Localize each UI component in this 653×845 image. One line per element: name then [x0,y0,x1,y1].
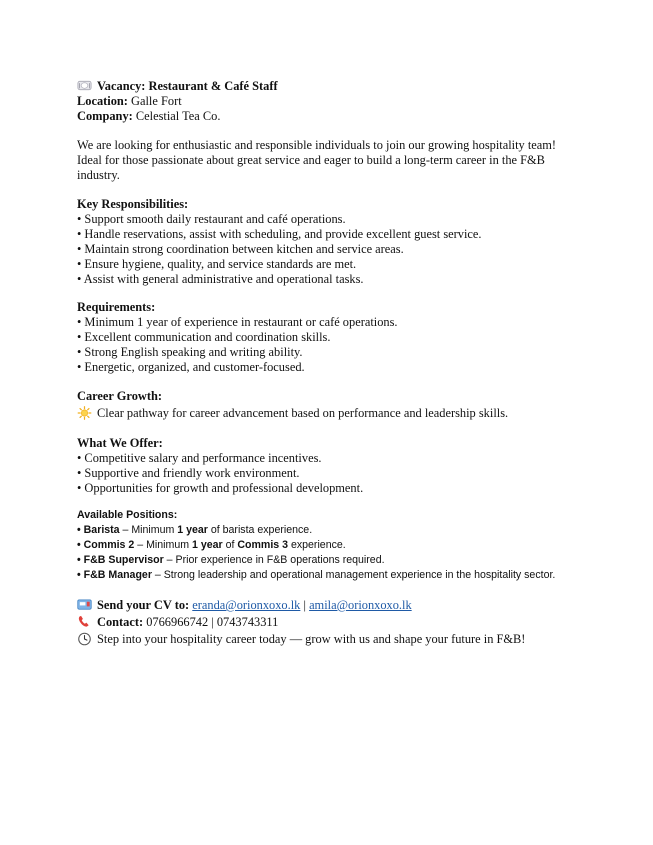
phone-icon [77,615,92,628]
list-item: • Opportunities for growth and professional development. [77,480,364,495]
location-line [77,94,617,109]
list-item: • Assist with general administrative and operational tasks. [77,271,364,286]
position-text: – Prior experience in F&B operations required. [163,554,385,566]
list-item: • Energetic, organized, and customer-focused. [77,359,305,374]
bullet: • [77,569,84,581]
career-growth-line [77,406,617,421]
list-item: • Support smooth daily restaurant and café operations. [77,211,346,226]
email-separator: | [300,598,310,612]
position-name: Barista [83,524,120,536]
location-value: Galle Fort [131,93,182,108]
list-item: • Handle reservations, assist with scheduling, and provide excellent guest service. [77,226,482,241]
position-name: Commis 2 [83,539,135,551]
contact-section [77,597,617,648]
position-level: Commis 3 [237,539,288,551]
plate-icon [77,79,92,92]
bullet: • [77,539,84,551]
position-text: – Minimum [134,539,192,551]
vacancy-label: Vacancy: [97,79,146,93]
list-item: • Competitive salary and performance incentives. [77,450,322,465]
list-item: • Ensure hygiene, quality, and service standards are met. [77,256,357,271]
sun-icon [77,406,92,420]
position-name: F&B Manager [83,569,152,581]
position-text: – Minimum [119,524,178,536]
closing-text: Step into your hospitality career today — grow with us and shape your future in F&B! [97,632,526,646]
positions-heading: Available Positions: [77,509,178,521]
cv-line [77,597,617,614]
email-link-amila[interactable]: amila@orionxoxo.lk [309,598,412,612]
list-item: • Minimum 1 year of experience in restaurant or café operations. [77,314,398,329]
career-growth-text: Clear pathway for career advancement based on performance and leadership skills. [97,405,509,420]
position-supervisor [77,553,637,568]
position-name: F&B Supervisor [83,554,164,566]
position-text: – Strong leadership and operational management experience in the hospitality sector. [151,569,556,581]
contact-label: Contact: [97,615,144,629]
phone-numbers: 0766966742 | 0743743311 [146,615,279,629]
bullet: • [77,524,84,536]
position-text: experience. [288,539,346,551]
mailbox-icon [77,598,92,611]
list-item: • Excellent communication and coordination skills. [77,329,331,344]
responsibilities-heading: Key Responsibilities: [77,197,189,211]
positions-section [77,508,637,583]
bullet: • [77,554,84,566]
requirements-section [77,300,617,375]
responsibilities-section [77,197,617,286]
vacancy-title-line [77,79,617,94]
career-growth-heading: Career Growth: [77,389,162,403]
position-years: 1 year [177,524,208,536]
career-growth-section [77,389,617,421]
company-label: Company: [77,108,133,123]
company-line [77,109,617,124]
intro-paragraph: We are looking for enthusiastic and responsible individuals to join our growing hospitality team! Ideal for those passionate about great service and eager to build a long-term career in the F&B industry. [77,138,557,182]
position-commis [77,538,637,553]
list-item: • Maintain strong coordination between kitchen and service areas. [77,241,404,256]
offer-section [77,436,617,496]
location-label: Location: [77,93,128,108]
position-barista [77,523,637,538]
vacancy-header [77,79,617,124]
email-link-eranda[interactable]: eranda@orionxoxo.lk [192,598,301,612]
offer-heading: What We Offer: [77,436,163,450]
position-text: of barista experience. [207,524,313,536]
position-text: of [222,539,238,551]
cv-label: Send your CV to: [97,598,190,612]
list-item: • Strong English speaking and writing ability. [77,344,303,359]
clock-icon [77,632,92,646]
company-value: Celestial Tea Co. [135,108,221,123]
position-manager [77,568,637,583]
contact-line [77,614,617,631]
closing-line [77,631,617,648]
list-item: • Supportive and friendly work environment. [77,465,300,480]
position-years: 1 year [191,539,223,551]
vacancy-title: Restaurant & Café Staff [148,79,278,93]
requirements-heading: Requirements: [77,300,156,314]
